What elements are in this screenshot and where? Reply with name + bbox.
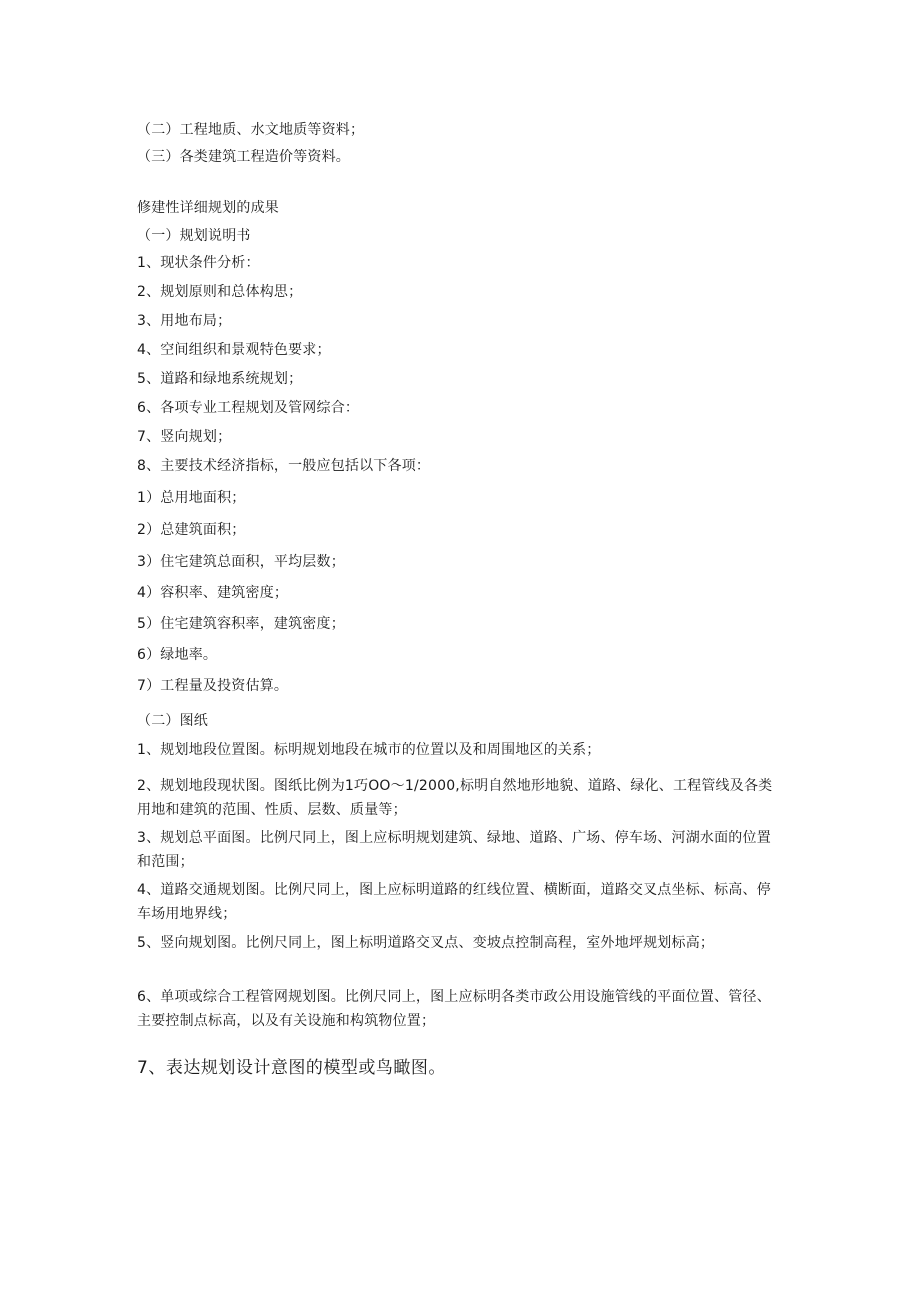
text-line: （二）工程地质、水文地质等资料；: [137, 122, 365, 138]
list-item: 1、规划地段位置图。标明规划地段在城市的位置以及和周围地区的关系；: [137, 742, 601, 758]
sub-list-item: 5）住宅建筑容积率，建筑密度；: [137, 616, 345, 632]
sub-list-item: 3）住宅建筑总面积，平均层数；: [137, 554, 345, 570]
list-item: 6、各项专业工程规划及管网综合：: [137, 400, 360, 416]
paragraph: 2、规划地段现状图。图纸比例为1巧OO～1/2000,标明自然地形地貌、道路、绿化、工程管线及各类用地和建筑的范围、性质、层数、质量等；: [137, 778, 773, 818]
paragraph: 6、单项或综合工程管网规划图。比例尺同上，图上应标明各类市政公用设施管线的平面位置、管径、主要控制点标高，以及有关设施和构筑物位置；: [137, 989, 771, 1029]
section-title: 修建性详细规划的成果: [137, 200, 279, 216]
list-item: 4、空间组织和景观特色要求；: [137, 342, 331, 358]
sub-list-item: 7）工程量及投资估算。: [137, 678, 289, 694]
subsection-heading: （二）图纸: [137, 713, 208, 729]
list-item: 7、竖向规划；: [137, 429, 232, 445]
sub-list-item: 4）容积率、建筑密度；: [137, 585, 289, 601]
sub-list-item: 2）总建筑面积；: [137, 522, 246, 538]
paragraph: 5、竖向规划图。比例尺同上，图上标明道路交叉点、变坡点控制高程，室外地坪规划标高；: [137, 935, 715, 951]
text-line: （三）各类建筑工程造价等资料。: [137, 149, 350, 165]
sub-list-item: 1）总用地面积；: [137, 490, 246, 506]
subsection-heading: （一）规划说明书: [137, 228, 251, 244]
list-item: 8、主要技术经济指标，一般应包括以下各项：: [137, 458, 431, 474]
final-item: 7、表达规划设计意图的模型或鸟瞰图。: [137, 1058, 446, 1078]
list-item: 1、现状条件分析：: [137, 255, 260, 271]
list-item: 3、用地布局；: [137, 313, 232, 329]
paragraph: 4、道路交通规划图。比例尺同上，图上应标明道路的红线位置、横断面，道路交叉点坐标、标高、停车场用地界线；: [137, 882, 771, 922]
list-item: 5、道路和绿地系统规划；: [137, 371, 303, 387]
list-item: 2、规划原则和总体构思；: [137, 284, 303, 300]
paragraph: 3、规划总平面图。比例尺同上，图上应标明规划建筑、绿地、道路、广场、停车场、河湖水面的位置和范围；: [137, 830, 771, 870]
sub-list-item: 6）绿地率。: [137, 647, 218, 663]
